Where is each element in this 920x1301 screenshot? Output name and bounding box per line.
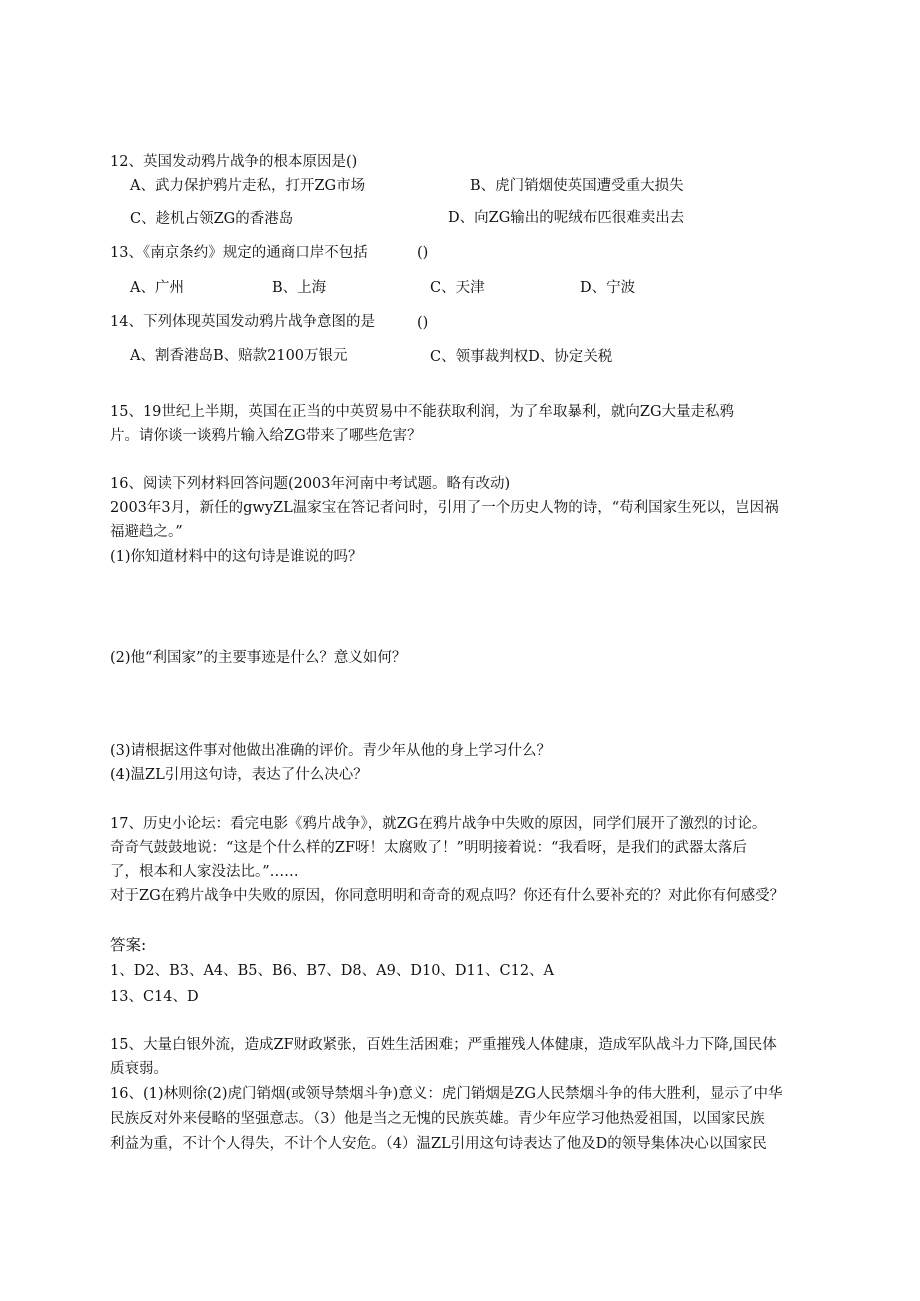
answers-row-2: 13、C14、D — [110, 989, 199, 1005]
answer-15-line-2: 质衰弱。 — [110, 1061, 168, 1077]
answer-16-line-3: 利益为重，不计个人得失，不计个人安危。（4）温ZL引用这句诗表达了他及D的领导集体决心以国家民 — [110, 1136, 767, 1152]
q13-option-a: A、广州 — [130, 280, 184, 296]
q12-stem: 12、英国发动鸦片战争的根本原因是() — [110, 154, 358, 170]
q13-stem: 13、《南京条约》规定的通商口岸不包括 — [110, 245, 368, 261]
q17-line-3: 了，根本和人家没法比。”…… — [110, 864, 299, 880]
answers-heading: 答案: — [110, 936, 147, 954]
q12-option-c: C、趁机占领ZG的香港岛 — [130, 211, 294, 227]
q14-options-cd: C、领事裁判权D、协定关税 — [430, 349, 613, 365]
q17-line-4: 对于ZG在鸦片战争中失败的原因，你同意明明和奇奇的观点吗？你还有什么要补充的？对此你有何感受？ — [110, 888, 785, 904]
q12-option-d: D、向ZG输出的呢绒布匹很难卖出去 — [448, 210, 685, 226]
q16-sub-question-2: (2)他“利国家”的主要事迹是什么？意义如何？ — [110, 650, 407, 666]
q16-intro: 16、阅读下列材料回答问题(2003年河南中考试题。略有改动) — [110, 476, 511, 492]
q16-sub-question-1: (1)你知道材料中的这句诗是谁说的吗？ — [110, 549, 363, 565]
answers-row-1: 1、D2、B3、A4、B5、B6、B7、D8、A9、D10、D11、C12、A — [110, 963, 555, 979]
q16-sub-question-4: (4)温ZL引用这句诗，表达了什么决心？ — [110, 767, 368, 783]
q16-material-line-2: 福避趋之。” — [110, 524, 183, 540]
q15-line-2: 片。请你谈一谈鸦片输入给ZG带来了哪些危害？ — [110, 428, 422, 444]
answer-16-line-2: 民族反对外来侵略的坚强意志。（3）他是当之无愧的民族英雄。青少年应学习他热爱祖国，以国家民族 — [110, 1111, 765, 1127]
q16-sub-question-3: (3)请根据这件事对他做出准确的评价。青少年从他的身上学习什么？ — [110, 743, 552, 759]
q15-line-1: 15、19世纪上半期，英国在正当的中英贸易中不能获取利润，为了牟取暴利，就向ZG大量走私鸦 — [110, 404, 735, 420]
q12-option-b: B、虎门销烟使英国遭受重大损失 — [470, 178, 684, 194]
q13-option-c: C、天津 — [430, 280, 485, 296]
q12-option-a: A、武力保护鸦片走私，打开ZG市场 — [130, 178, 366, 194]
q16-material-line-1: 2003年3月，新任的gwyZL温家宝在答记者问时，引用了一个历史人物的诗，“苟利国家生死以，岂因祸 — [110, 500, 779, 516]
q14-answer-paren: () — [417, 315, 429, 331]
q13-option-b: B、上海 — [272, 280, 327, 296]
answer-16-line-1: 16、(1)林则徐(2)虎门销烟(或领导禁烟斗争)意义：虎门销烟是ZG人民禁烟斗争的伟大胜利，显示了中华 — [110, 1086, 783, 1102]
answer-15-line-1: 15、大量白银外流，造成ZF财政紧张，百姓生活困难；严重摧残人体健康，造成军队战斗力下降,国民体 — [110, 1037, 777, 1053]
q14-options-ab: A、割香港岛B、赔款2100万银元 — [130, 348, 348, 364]
q17-line-1: 17、历史小论坛：看完电影《鸦片战争》，就ZG在鸦片战争中失败的原因，同学们展开了激烈的讨论。 — [110, 816, 767, 832]
q13-option-d: D、宁波 — [580, 280, 636, 296]
q13-answer-paren: () — [417, 245, 429, 261]
q14-stem: 14、下列体现英国发动鸦片战争意图的是 — [110, 314, 375, 330]
q17-line-2: 奇奇气鼓鼓地说：“这是个什么样的ZF呀！太腐败了！”明明接着说：“我看呀，是我们的武器太落后 — [110, 840, 747, 856]
